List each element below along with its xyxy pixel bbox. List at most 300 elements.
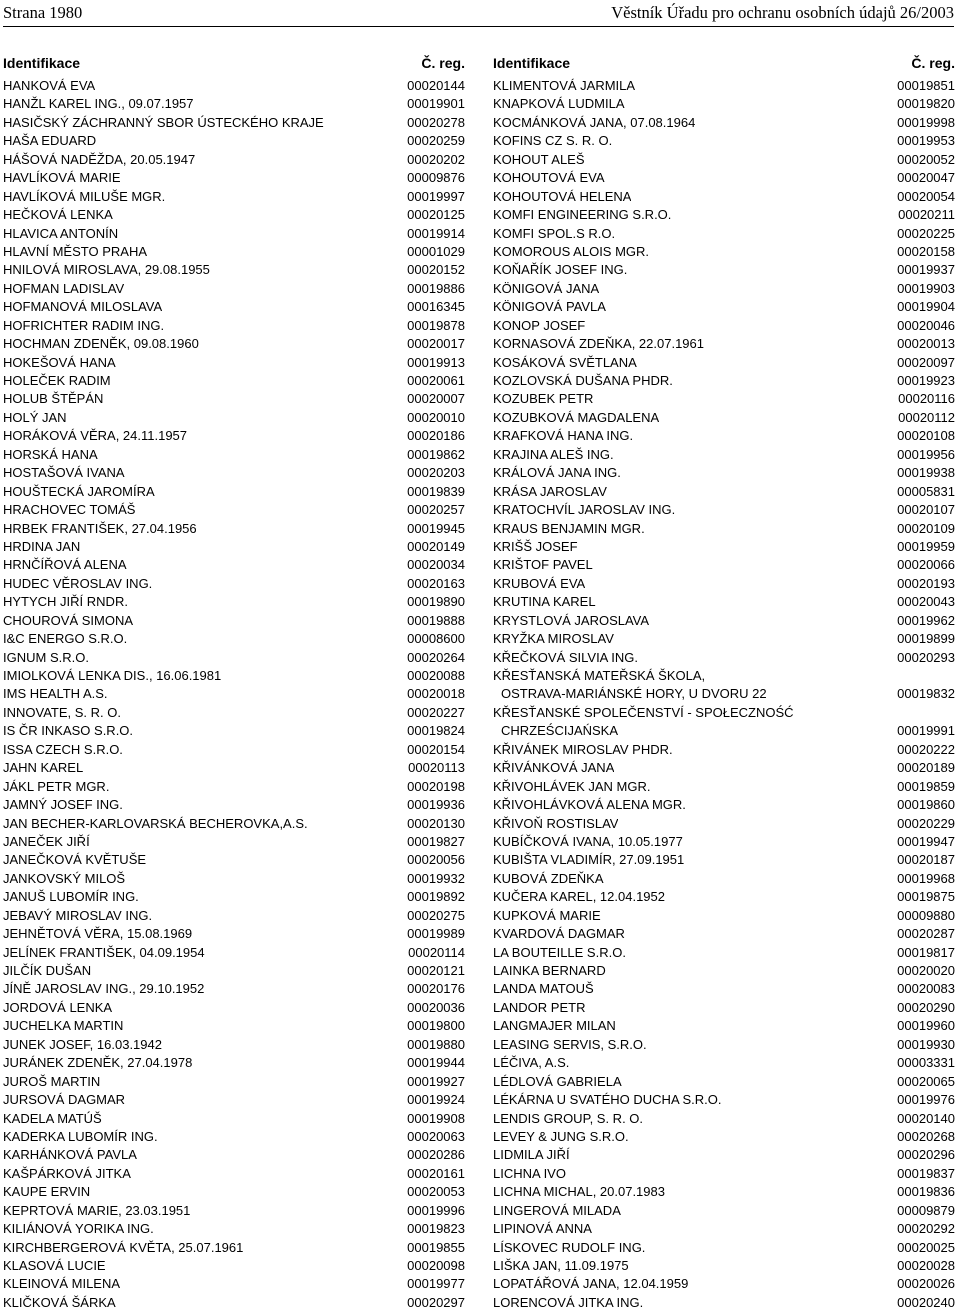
entry-reg-number: 00019937 [897, 262, 955, 278]
entry-reg-number: 00019862 [407, 446, 465, 462]
registry-row [493, 741, 955, 759]
entry-reg-number: 00019875 [897, 889, 955, 905]
registry-row [3, 95, 465, 113]
entry-name: HAVLÍKOVÁ MARIE [3, 170, 121, 186]
entry-name: LORENCOVÁ JITKA ING. [493, 1294, 644, 1310]
registry-row [3, 907, 465, 925]
entry-name: KRYSTLOVÁ JAROSLAVA [493, 612, 650, 628]
entry-name: KŘIVOŇ ROSTISLAV [493, 815, 619, 831]
entry-reg-number: 00019888 [407, 612, 465, 628]
entry-reg-number: 00020186 [407, 428, 465, 444]
entry-name: JEHNĚTOVÁ VĚRA, 15.08.1969 [3, 926, 193, 942]
registry-row [3, 722, 465, 740]
registry-row [493, 1017, 955, 1035]
entry-name-line2: OSTRAVA-MARIÁNSKÉ HORY, U DVORU 22 [501, 686, 767, 702]
registry-row [493, 538, 955, 556]
entry-name: KARHÁNKOVÁ PAVLA [3, 1147, 137, 1163]
entry-reg-number: 00005831 [897, 483, 955, 499]
column-header [493, 52, 955, 74]
entry-reg-number: 00019991 [897, 723, 955, 739]
entry-name: KOHOUT ALEŠ [493, 151, 585, 167]
registry-row [493, 667, 955, 704]
registry-row [3, 335, 465, 353]
entry-name: KOCMÁNKOVÁ JANA, 07.08.1964 [493, 114, 696, 130]
entry-name: KOSÁKOVÁ SVĚTLANA [493, 354, 637, 370]
entry-name: HOLUB ŠTĚPÁN [3, 391, 104, 407]
registry-row [3, 446, 465, 464]
registry-row [3, 612, 465, 630]
registry-row [493, 630, 955, 648]
registry-row [493, 980, 955, 998]
entry-name: KNAPKOVÁ LUDMILA [493, 96, 625, 112]
entry-name: HASIČSKÝ ZÁCHRANNÝ SBOR ÚSTECKÉHO KRAJE [3, 114, 324, 130]
entry-reg-number: 00019932 [407, 870, 465, 886]
entry-name: JANEČKOVÁ KVĚTUŠE [3, 852, 147, 868]
entry-name: LENDIS GROUP, S. R. O. [493, 1110, 644, 1126]
registry-row [493, 778, 955, 796]
entry-reg-number: 00020113 [408, 760, 465, 776]
entry-name: KRÁSA JAROSLAV [493, 483, 607, 499]
entry-reg-number: 00020109 [897, 520, 955, 536]
entry-name: KUPKOVÁ MARIE [493, 907, 601, 923]
entry-name: LICHNA MICHAL, 20.07.1983 [493, 1184, 665, 1200]
entry-reg-number: 00020259 [407, 133, 465, 149]
entry-reg-number: 00019878 [407, 317, 465, 333]
entry-name: HOFRICHTER RADIM ING. [3, 317, 165, 333]
entry-reg-number: 00020176 [407, 981, 465, 997]
entry-reg-number: 00019938 [897, 465, 955, 481]
registry-row [3, 132, 465, 150]
registry-row [3, 796, 465, 814]
entry-reg-number: 00019936 [407, 797, 465, 813]
registry-row [3, 188, 465, 206]
entry-name: KRYŽKA MIROSLAV [493, 631, 614, 647]
entry-name: HYTYCH JIŘÍ RNDR. [3, 594, 128, 610]
registry-row [3, 704, 465, 722]
registry-row [3, 225, 465, 243]
entry-reg-number: 00019996 [407, 1202, 465, 1218]
registry-row [3, 483, 465, 501]
entry-reg-number: 00019944 [407, 1055, 465, 1071]
entry-reg-number: 00019851 [897, 78, 955, 93]
entry-reg-number: 00020293 [897, 649, 955, 665]
registry-row [3, 1036, 465, 1054]
registry-row [3, 1110, 465, 1128]
registry-row [493, 501, 955, 519]
registry-row [3, 354, 465, 372]
registry-row [493, 1073, 955, 1091]
registry-row [3, 556, 465, 574]
entry-name: INNOVATE, S. R. O. [3, 704, 121, 720]
registry-row [3, 464, 465, 482]
registry-row [493, 188, 955, 206]
entry-name: KADELA MATÚŠ [3, 1110, 102, 1126]
entry-reg-number: 00020034 [407, 557, 465, 573]
entry-reg-number: 00019837 [897, 1165, 955, 1181]
entry-name: IGNUM S.R.O. [3, 649, 89, 665]
entry-name: KŘIVOHLÁVEK JAN MGR. [493, 778, 651, 794]
entry-name: JURÁNEK ZDENĚK, 27.04.1978 [3, 1055, 193, 1071]
registry-row [493, 77, 955, 95]
registry-row [3, 372, 465, 390]
entry-name: HOFMANOVÁ MILOSLAVA [3, 299, 163, 315]
entry-reg-number: 00020108 [897, 428, 955, 444]
registry-list [493, 77, 955, 1312]
entry-name: LAINKA BERNARD [493, 963, 606, 979]
entry-name: HUDEC VĚROSLAV ING. [3, 575, 153, 591]
entry-reg-number: 00020189 [897, 760, 955, 776]
entry-reg-number: 00020107 [897, 502, 955, 518]
entry-reg-number: 00020163 [407, 575, 465, 591]
entry-name: JÍNĚ JAROSLAV ING., 29.10.1952 [3, 981, 205, 997]
entry-name: KONOP JOSEF [493, 317, 586, 333]
registry-row [3, 409, 465, 427]
registry-row [493, 114, 955, 132]
registry-row [493, 1257, 955, 1275]
entry-name: KOMOROUS ALOIS MGR. [493, 243, 650, 259]
registry-row [493, 999, 955, 1017]
entry-reg-number: 00003331 [897, 1055, 955, 1071]
entry-name-line1: KŘESŤANSKÁ MATEŘSKÁ ŠKOLA, [493, 667, 706, 683]
registry-row [493, 1275, 955, 1293]
entry-name: HOUŠTECKÁ JAROMÍRA [3, 483, 155, 499]
entry-reg-number: 00019908 [407, 1110, 465, 1126]
entry-reg-number: 00020296 [897, 1147, 955, 1163]
entry-reg-number: 00020047 [897, 170, 955, 186]
entry-name: KOŇAŘÍK JOSEF ING. [493, 262, 628, 278]
registry-row [493, 409, 955, 427]
entry-name: HANKOVÁ EVA [3, 78, 96, 93]
registry-row [3, 851, 465, 869]
entry-name: KRATOCHVÍL JAROSLAV ING. [493, 502, 676, 518]
entry-reg-number: 00020007 [407, 391, 465, 407]
registry-row [493, 169, 955, 187]
entry-reg-number: 00020121 [407, 963, 465, 978]
entry-name: JÁKL PETR MGR. [3, 778, 110, 794]
entry-reg-number: 00008600 [407, 631, 465, 647]
entry-reg-number: 00020097 [897, 354, 955, 370]
entry-name: LOPATÁŘOVÁ JANA, 12.04.1959 [493, 1276, 689, 1292]
registry-row [3, 206, 465, 224]
entry-reg-number: 00020140 [897, 1110, 955, 1126]
entry-name: LÍSKOVEC RUDOLF ING. [493, 1239, 646, 1255]
reg-header: Č. reg. [421, 55, 465, 71]
entry-name: JANEČEK JIŘÍ [3, 833, 90, 849]
entry-name: KŘIVÁNKOVÁ JANA [493, 760, 615, 776]
entry-name: KRIŠTOF PAVEL [493, 557, 593, 573]
entry-reg-number: 00019823 [407, 1221, 465, 1237]
entry-name: KLASOVÁ LUCIE [3, 1258, 106, 1273]
entry-name: KOZLOVSKÁ DUŠANA PHDR. [493, 373, 673, 388]
entry-name: HORSKÁ HANA [3, 446, 98, 462]
identifikace-header: Identifikace [3, 55, 81, 71]
entry-reg-number: 00019989 [407, 926, 465, 942]
entry-reg-number: 00020017 [407, 336, 465, 352]
entry-name: KVARDOVÁ DAGMAR [493, 926, 625, 942]
entry-reg-number: 00020292 [897, 1221, 955, 1237]
registry-row [493, 151, 955, 169]
registry-row [3, 1239, 465, 1257]
entry-name: JILČÍK DUŠAN [3, 963, 92, 978]
registry-row [493, 390, 955, 408]
entry-reg-number: 00020227 [407, 704, 465, 720]
entry-name: I&C ENERGO S.R.O. [3, 631, 128, 647]
registry-row [3, 538, 465, 556]
registry-row [493, 1183, 955, 1201]
entry-name: JAMNÝ JOSEF ING. [3, 797, 123, 813]
entry-name: LANGMAJER MILAN [493, 1018, 616, 1034]
registry-row [493, 888, 955, 906]
registry-row [3, 1091, 465, 1109]
entry-reg-number: 00019960 [897, 1018, 955, 1034]
entry-reg-number: 00020193 [897, 575, 955, 591]
entry-name: KÖNIGOVÁ PAVLA [493, 299, 606, 315]
reg-header: Č. reg. [911, 55, 955, 71]
registry-row [3, 501, 465, 519]
registry-row [493, 962, 955, 980]
entry-name: KOZUBEK PETR [493, 391, 594, 407]
entry-name: KLIČKOVÁ ŠÁRKA [3, 1294, 116, 1310]
entry-name: HORÁKOVÁ VĚRA, 24.11.1957 [3, 428, 188, 444]
entry-reg-number: 00020052 [897, 151, 955, 167]
entry-name: KAŠPÁRKOVÁ JITKA [3, 1165, 131, 1181]
entry-reg-number: 00019800 [407, 1018, 465, 1034]
entry-reg-number: 00020025 [897, 1239, 955, 1255]
registry-row [493, 261, 955, 279]
entry-name: KADERKA LUBOMÍR ING. [3, 1128, 158, 1144]
entry-reg-number: 00019953 [897, 133, 955, 149]
entry-name-line1: KŘESŤANSKÉ SPOLEČENSTVÍ - SPOŁECZNOŚĆ [493, 704, 794, 720]
registry-row [493, 372, 955, 390]
entry-reg-number: 00020036 [407, 999, 465, 1015]
entry-name: JUNEK JOSEF, 16.03.1942 [3, 1036, 162, 1052]
entry-name: HEČKOVÁ LENKA [3, 207, 113, 223]
registry-row [3, 833, 465, 851]
registry-row [493, 483, 955, 501]
entry-name: HRDINA JAN [3, 538, 81, 554]
registry-row [493, 427, 955, 445]
registry-row [3, 685, 465, 703]
registry-row [3, 575, 465, 593]
registry-row [3, 999, 465, 1017]
entry-name: KRUTINA KAREL [493, 594, 596, 610]
registry-row [3, 1017, 465, 1035]
entry-reg-number: 00020229 [897, 815, 955, 831]
registry-row [3, 888, 465, 906]
registry-row [3, 980, 465, 998]
entry-reg-number: 00019914 [407, 225, 465, 241]
entry-reg-number: 00019859 [897, 778, 955, 794]
registry-row [493, 1128, 955, 1146]
entry-name: HOSTAŠOVÁ IVANA [3, 465, 125, 481]
entry-name: KEPRTOVÁ MARIE, 23.03.1951 [3, 1202, 191, 1218]
entry-reg-number: 00020257 [407, 502, 465, 518]
entry-name: HOLÝ JAN [3, 409, 67, 425]
entry-name: HRACHOVEC TOMÁŠ [3, 502, 136, 518]
entry-name: KOZUBKOVÁ MAGDALENA [493, 409, 660, 425]
entry-name: LINGEROVÁ MILADA [493, 1202, 621, 1218]
entry-reg-number: 00016345 [407, 299, 465, 315]
registry-row [3, 741, 465, 759]
entry-name: KORNASOVÁ ZDEŇKA, 22.07.1961 [493, 336, 704, 352]
entry-reg-number: 00020053 [407, 1184, 465, 1200]
registry-row [493, 225, 955, 243]
registry-row [3, 593, 465, 611]
entry-name: LIŠKA JAN, 11.09.1975 [493, 1258, 629, 1274]
registry-row [493, 1110, 955, 1128]
registry-row [3, 169, 465, 187]
identifikace-header: Identifikace [493, 55, 571, 71]
registry-row [3, 1165, 465, 1183]
entry-reg-number: 00020275 [407, 907, 465, 923]
entry-name: KOHOUTOVÁ EVA [493, 170, 605, 186]
entry-name: KRUBOVÁ EVA [493, 575, 586, 591]
registry-row [493, 907, 955, 925]
entry-reg-number: 00020287 [897, 926, 955, 942]
registry-row [493, 464, 955, 482]
entry-reg-number: 00020152 [407, 262, 465, 278]
entry-reg-number: 00020088 [407, 668, 465, 683]
entry-reg-number: 00001029 [407, 243, 465, 259]
registry-row [3, 317, 465, 335]
entry-reg-number: 00020149 [407, 538, 465, 554]
entry-name: JELÍNEK FRANTIŠEK, 04.09.1954 [3, 944, 205, 960]
entry-name: JURSOVÁ DAGMAR [3, 1092, 126, 1108]
entry-name: KLIMENTOVÁ JARMILA [493, 78, 636, 93]
entry-name: IMIOLKOVÁ LENKA DIS., 16.06.1981 [3, 668, 222, 683]
entry-reg-number: 00009879 [897, 1202, 955, 1218]
registry-row [3, 1183, 465, 1201]
entry-name: ISSA CZECH S.R.O. [3, 741, 123, 757]
entry-name: HRNČÍŘOVÁ ALENA [3, 557, 127, 573]
entry-name: KILIÁNOVÁ YORIKA ING. [3, 1221, 154, 1237]
entry-reg-number: 00020018 [407, 686, 465, 702]
entry-name: KUBOVÁ ZDEŇKA [493, 870, 604, 886]
registry-row [493, 1036, 955, 1054]
entry-reg-number: 00020158 [897, 243, 955, 259]
registry-row [493, 95, 955, 113]
registry-row [493, 1239, 955, 1257]
entry-name: HNILOVÁ MIROSLAVA, 29.08.1955 [3, 262, 210, 278]
entry-reg-number: 00020013 [897, 336, 955, 352]
registry-row [493, 649, 955, 667]
registry-row [3, 649, 465, 667]
page-number: Strana 1980 [3, 3, 83, 22]
entry-reg-number: 00019860 [897, 797, 955, 813]
entry-reg-number: 00019945 [407, 520, 465, 536]
registry-row [3, 114, 465, 132]
registry-row [493, 1294, 955, 1312]
registry-row [3, 280, 465, 298]
entry-reg-number: 00020063 [407, 1128, 465, 1144]
entry-reg-number: 00019880 [407, 1036, 465, 1052]
registry-row [493, 1054, 955, 1072]
registry-row [3, 1146, 465, 1164]
registry-row [3, 1275, 465, 1293]
entry-name: JUCHELKA MARTIN [3, 1018, 124, 1034]
entry-name: KOFINS CZ S. R. O. [493, 133, 613, 149]
registry-row [493, 833, 955, 851]
entry-reg-number: 00020056 [407, 852, 465, 868]
entry-name: LANDA MATOUŠ [493, 981, 594, 997]
entry-name: KRIŠŠ JOSEF [493, 538, 578, 554]
entry-reg-number: 00019959 [897, 538, 955, 554]
entry-reg-number: 00019977 [407, 1276, 465, 1292]
entry-reg-number: 00019892 [407, 889, 465, 905]
entry-name: KRÁLOVÁ JANA ING. [493, 465, 621, 481]
entry-reg-number: 00020222 [897, 741, 955, 757]
registry-row [3, 1202, 465, 1220]
entry-reg-number: 00019913 [407, 354, 465, 370]
entry-name: KOMFI SPOL.S R.O. [493, 225, 616, 241]
registry-row [3, 390, 465, 408]
registry-row [3, 1073, 465, 1091]
registry-row [493, 446, 955, 464]
registry-row [3, 427, 465, 445]
entry-reg-number: 00020264 [407, 649, 465, 665]
registry-row [493, 206, 955, 224]
entry-reg-number: 00020010 [407, 409, 465, 425]
entry-name: LÉDLOVÁ GABRIELA [493, 1073, 622, 1089]
registry-row [3, 77, 465, 95]
registry-row [3, 778, 465, 796]
entry-reg-number: 00020154 [407, 741, 465, 757]
entry-reg-number: 00020161 [407, 1165, 465, 1181]
registry-row [493, 1220, 955, 1238]
entry-name [493, 704, 794, 741]
registry-row [3, 962, 465, 980]
registry-row [493, 132, 955, 150]
entry-name: LEASING SERVIS, S.R.O. [493, 1036, 647, 1052]
entry-reg-number: 00020043 [897, 594, 955, 610]
registry-row [493, 925, 955, 943]
entry-name [493, 667, 767, 704]
entry-reg-number: 00019832 [897, 686, 955, 702]
entry-name: HOCHMAN ZDENĚK, 09.08.1960 [3, 336, 199, 352]
entry-name: KRAFKOVÁ HANA ING. [493, 428, 634, 444]
entry-reg-number: 00020125 [407, 207, 465, 223]
entry-reg-number: 00019930 [897, 1036, 955, 1052]
registry-row [493, 870, 955, 888]
header-rule [3, 26, 954, 27]
registry-list [3, 77, 465, 1312]
registry-row [3, 870, 465, 888]
entry-name: KIRCHBERGEROVÁ KVĚTA, 25.07.1961 [3, 1239, 244, 1255]
registry-row [3, 667, 465, 685]
registry-row [493, 944, 955, 962]
registry-row [3, 1294, 465, 1312]
entry-name: HLAVICA ANTONÍN [3, 225, 119, 241]
entry-reg-number: 00020297 [407, 1294, 465, 1310]
entry-reg-number: 00020020 [897, 963, 955, 979]
entry-name: LIPINOVÁ ANNA [493, 1221, 592, 1237]
registry-row [493, 815, 955, 833]
entry-reg-number: 00019827 [407, 833, 465, 849]
registry-row [493, 759, 955, 777]
entry-name: HOKEŠOVÁ HANA [3, 354, 116, 370]
entry-name: LÉKÁRNA U SVATÉHO DUCHA S.R.O. [493, 1092, 722, 1108]
entry-reg-number: 00020083 [897, 981, 955, 997]
entry-reg-number: 00020268 [897, 1128, 955, 1144]
entry-name: LICHNA IVO [493, 1165, 566, 1181]
entry-name: KUBIŠTA VLADIMÍR, 27.09.1951 [493, 852, 685, 868]
entry-reg-number: 00020026 [897, 1276, 955, 1292]
entry-name: JEBAVÝ MIROSLAV ING. [3, 907, 153, 923]
entry-name: IS ČR INKASO S.R.O. [3, 723, 134, 739]
registry-row [493, 298, 955, 316]
entry-reg-number: 00020066 [897, 557, 955, 573]
registry-row [493, 280, 955, 298]
